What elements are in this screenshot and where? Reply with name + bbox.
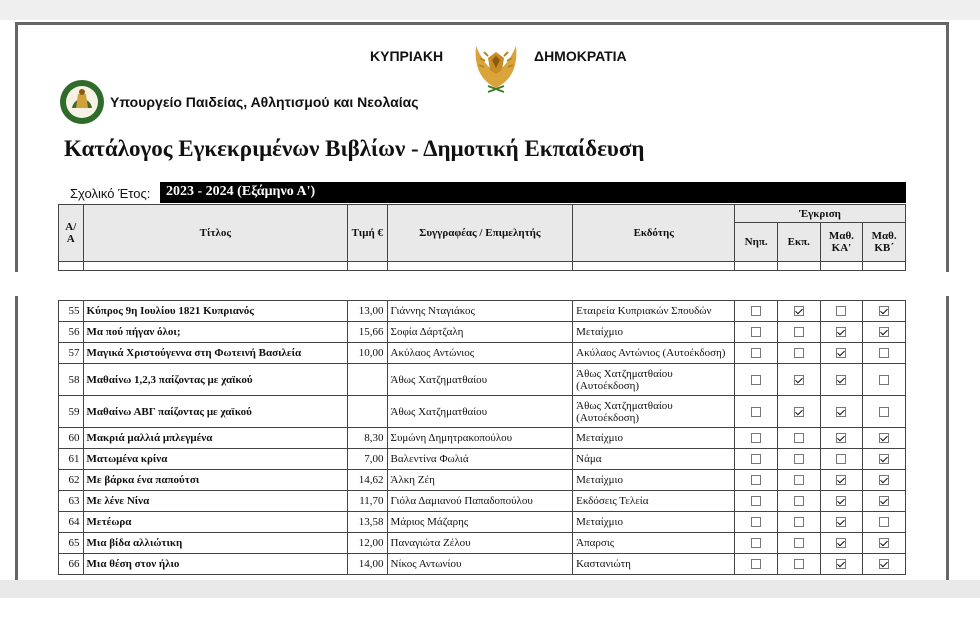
table-row bbox=[59, 533, 906, 554]
approval-checkbox-math-kb[interactable] bbox=[879, 538, 889, 548]
approval-checkbox-nip[interactable] bbox=[751, 475, 761, 485]
cell-math-kb bbox=[863, 364, 906, 396]
approval-checkbox-math-kb[interactable] bbox=[879, 375, 889, 385]
approval-checkbox-nip[interactable] bbox=[751, 538, 761, 548]
cell-math-kb bbox=[863, 343, 906, 364]
cell-price: 8,30 bbox=[348, 428, 387, 449]
bottom-strip bbox=[0, 580, 980, 598]
cell-aa: 60 bbox=[59, 428, 84, 449]
col-header-aa: Α/Α bbox=[59, 205, 84, 262]
table-row bbox=[59, 491, 906, 512]
approval-checkbox-ekp[interactable] bbox=[794, 306, 804, 316]
cell-nip bbox=[735, 428, 778, 449]
cell-math-kb bbox=[863, 491, 906, 512]
table-row bbox=[59, 396, 906, 428]
cell-author: Άθως Χατζηματθαίου bbox=[387, 396, 573, 428]
cell-nip bbox=[735, 396, 778, 428]
cell-title: Μετέωρα bbox=[83, 512, 348, 533]
cell-price: 15,66 bbox=[348, 322, 387, 343]
cell-publisher: Μεταίχμιο bbox=[573, 512, 735, 533]
cell-author: Νίκος Αντωνίου bbox=[387, 554, 573, 575]
cell-publisher: Μεταίχμιο bbox=[573, 322, 735, 343]
approval-checkbox-ekp[interactable] bbox=[794, 454, 804, 464]
table-row bbox=[59, 554, 906, 575]
school-year-value: 2023 - 2024 (Εξάμηνο Α') bbox=[166, 184, 316, 199]
approval-checkbox-math-ka[interactable] bbox=[836, 375, 846, 385]
cell-math-kb bbox=[863, 512, 906, 533]
cell-publisher: Καστανιώτη bbox=[573, 554, 735, 575]
cell-math-ka bbox=[820, 491, 863, 512]
col-header-nip: Νηπ. bbox=[735, 223, 778, 262]
cell-ekp bbox=[777, 322, 820, 343]
approval-checkbox-math-kb[interactable] bbox=[879, 433, 889, 443]
cell-price: 11,70 bbox=[348, 491, 387, 512]
school-year-label: Σχολικό Έτος: bbox=[70, 186, 151, 201]
cell-aa: 56 bbox=[59, 322, 84, 343]
ministry-name: Υπουργείο Παιδείας, Αθλητισμού και Νεολαίας bbox=[110, 94, 419, 110]
approval-checkbox-ekp[interactable] bbox=[794, 348, 804, 358]
cell-title: Μια βίδα αλλιώτικη bbox=[83, 533, 348, 554]
col-header-title: Τίτλος bbox=[83, 205, 348, 262]
cell-aa: 63 bbox=[59, 491, 84, 512]
cell-author: Συμώνη Δημητρακοπούλου bbox=[387, 428, 573, 449]
approval-checkbox-nip[interactable] bbox=[751, 517, 761, 527]
books-table bbox=[58, 300, 906, 575]
cell-math-ka bbox=[820, 301, 863, 322]
cell-ekp bbox=[777, 470, 820, 491]
cell-math-ka bbox=[820, 449, 863, 470]
table-row bbox=[59, 364, 906, 396]
cell-publisher: Άπαρσις bbox=[573, 533, 735, 554]
cell-math-ka bbox=[820, 554, 863, 575]
col-header-math-ka: Μαθ. ΚΑ' bbox=[820, 223, 863, 262]
cell-author: Ακύλαος Αντώνιος bbox=[387, 343, 573, 364]
cell-price: 13,00 bbox=[348, 301, 387, 322]
col-header-publisher: Εκδότης bbox=[573, 205, 735, 262]
cell-publisher: Μεταίχμιο bbox=[573, 428, 735, 449]
cell-price: 10,00 bbox=[348, 343, 387, 364]
approval-checkbox-nip[interactable] bbox=[751, 348, 761, 358]
cell-publisher: Μεταίχμιο bbox=[573, 470, 735, 491]
page-break-gap bbox=[0, 272, 980, 296]
cell-math-ka bbox=[820, 322, 863, 343]
approval-checkbox-math-kb[interactable] bbox=[879, 475, 889, 485]
cell-publisher: Άθως Χατζηματθαίου (Αυτοέκδοση) bbox=[573, 364, 735, 396]
cell-aa: 55 bbox=[59, 301, 84, 322]
cell-math-kb bbox=[863, 396, 906, 428]
approval-checkbox-nip[interactable] bbox=[751, 433, 761, 443]
approval-checkbox-ekp[interactable] bbox=[794, 559, 804, 569]
col-header-approval: Έγκριση bbox=[735, 205, 906, 223]
cell-nip bbox=[735, 554, 778, 575]
approval-checkbox-nip[interactable] bbox=[751, 454, 761, 464]
col-header-ekp: Εκπ. bbox=[777, 223, 820, 262]
cell-price: 14,62 bbox=[348, 470, 387, 491]
cell-aa: 62 bbox=[59, 470, 84, 491]
cell-author: Γιόλα Δαμιανού Παπαδοπούλου bbox=[387, 491, 573, 512]
approval-checkbox-nip[interactable] bbox=[751, 496, 761, 506]
cell-aa: 65 bbox=[59, 533, 84, 554]
col-header-price: Τιμή € bbox=[348, 205, 387, 262]
approval-checkbox-ekp[interactable] bbox=[794, 327, 804, 337]
cell-title: Μαγικά Χριστούγεννα στη Φωτεινή Βασιλεία bbox=[83, 343, 348, 364]
cell-ekp bbox=[777, 449, 820, 470]
cell-ekp bbox=[777, 343, 820, 364]
cell-math-kb bbox=[863, 470, 906, 491]
cell-ekp bbox=[777, 554, 820, 575]
cell-author: Μάριος Μάζαρης bbox=[387, 512, 573, 533]
cell-publisher: Άθως Χατζηματθαίου (Αυτοέκδοση) bbox=[573, 396, 735, 428]
cell-price: 14,00 bbox=[348, 554, 387, 575]
school-year-bar bbox=[160, 182, 906, 203]
cell-price: 12,00 bbox=[348, 533, 387, 554]
cell-aa: 58 bbox=[59, 364, 84, 396]
cell-price: 13,58 bbox=[348, 512, 387, 533]
cell-math-ka bbox=[820, 428, 863, 449]
country-label-left: ΚΥΠΡΙΑΚΗ bbox=[370, 48, 444, 64]
cell-publisher: Ακύλαος Αντώνιος (Αυτοέκδοση) bbox=[573, 343, 735, 364]
cell-ekp bbox=[777, 428, 820, 449]
approval-checkbox-ekp[interactable] bbox=[794, 517, 804, 527]
approval-checkbox-ekp[interactable] bbox=[794, 375, 804, 385]
approval-checkbox-nip[interactable] bbox=[751, 559, 761, 569]
approval-checkbox-math-ka[interactable] bbox=[836, 496, 846, 506]
approval-checkbox-math-kb[interactable] bbox=[879, 348, 889, 358]
cell-author: Άθως Χατζηματθαίου bbox=[387, 364, 573, 396]
cell-author: Σοφία Δάρτζαλη bbox=[387, 322, 573, 343]
table-row bbox=[59, 512, 906, 533]
approval-checkbox-nip[interactable] bbox=[751, 375, 761, 385]
cell-math-kb bbox=[863, 301, 906, 322]
cell-ekp bbox=[777, 491, 820, 512]
cell-math-ka bbox=[820, 512, 863, 533]
cell-publisher: Νάμα bbox=[573, 449, 735, 470]
cell-nip bbox=[735, 301, 778, 322]
cell-author: Άλκη Ζέη bbox=[387, 470, 573, 491]
cell-nip bbox=[735, 449, 778, 470]
cell-nip bbox=[735, 491, 778, 512]
approval-checkbox-math-kb[interactable] bbox=[879, 306, 889, 316]
table-row bbox=[59, 470, 906, 491]
cell-author: Παναγιώτα Ζέλου bbox=[387, 533, 573, 554]
ministry-logo-icon bbox=[58, 78, 106, 126]
approval-checkbox-nip[interactable] bbox=[751, 306, 761, 316]
col-header-author: Συγγραφέας / Επιμελητής bbox=[387, 205, 573, 262]
cell-math-ka bbox=[820, 343, 863, 364]
cell-nip bbox=[735, 322, 778, 343]
cell-title: Μακριά μαλλιά μπλεγμένα bbox=[83, 428, 348, 449]
cell-nip bbox=[735, 533, 778, 554]
cell-math-ka bbox=[820, 396, 863, 428]
approval-checkbox-math-ka[interactable] bbox=[836, 433, 846, 443]
cell-aa: 61 bbox=[59, 449, 84, 470]
top-strip bbox=[0, 0, 980, 20]
cell-ekp bbox=[777, 364, 820, 396]
approval-checkbox-ekp[interactable] bbox=[794, 433, 804, 443]
cell-publisher: Εταιρεία Κυπριακών Σπουδών bbox=[573, 301, 735, 322]
cell-ekp bbox=[777, 512, 820, 533]
cell-math-ka bbox=[820, 470, 863, 491]
approval-checkbox-ekp[interactable] bbox=[794, 496, 804, 506]
approval-checkbox-math-ka[interactable] bbox=[836, 454, 846, 464]
table-header bbox=[58, 204, 906, 271]
approval-checkbox-ekp[interactable] bbox=[794, 475, 804, 485]
approval-checkbox-math-ka[interactable] bbox=[836, 475, 846, 485]
cell-publisher: Εκδόσεις Τελεία bbox=[573, 491, 735, 512]
cyprus-emblem-icon bbox=[470, 36, 522, 94]
approval-checkbox-math-kb[interactable] bbox=[879, 559, 889, 569]
table-row bbox=[59, 428, 906, 449]
cell-math-ka bbox=[820, 364, 863, 396]
cell-title: Με λένε Νίνα bbox=[83, 491, 348, 512]
country-label-right: ΔΗΜΟΚΡΑΤΙΑ bbox=[534, 48, 627, 64]
approval-checkbox-math-kb[interactable] bbox=[879, 327, 889, 337]
cell-price: 7,00 bbox=[348, 449, 387, 470]
cell-nip bbox=[735, 343, 778, 364]
cell-nip bbox=[735, 512, 778, 533]
approval-checkbox-math-kb[interactable] bbox=[879, 407, 889, 417]
cell-aa: 64 bbox=[59, 512, 84, 533]
cell-aa: 59 bbox=[59, 396, 84, 428]
approval-checkbox-math-kb[interactable] bbox=[879, 496, 889, 506]
cell-author: Βαλεντίνα Φωλιά bbox=[387, 449, 573, 470]
cell-title: Μα πού πήγαν όλοι; bbox=[83, 322, 348, 343]
approval-checkbox-math-ka[interactable] bbox=[836, 538, 846, 548]
approval-checkbox-math-ka[interactable] bbox=[836, 559, 846, 569]
approval-checkbox-math-kb[interactable] bbox=[879, 517, 889, 527]
cell-price bbox=[348, 364, 387, 396]
cell-title: Μαθαίνω ΑΒΓ παίζοντας με χαϊκού bbox=[83, 396, 348, 428]
cell-title: Με βάρκα ένα παπούτσι bbox=[83, 470, 348, 491]
approval-checkbox-math-ka[interactable] bbox=[836, 348, 846, 358]
approval-checkbox-math-ka[interactable] bbox=[836, 517, 846, 527]
cell-aa: 66 bbox=[59, 554, 84, 575]
document-title: Κατάλογος Εγκεκριμένων Βιβλίων - Δημοτική Εκπαίδευση bbox=[64, 136, 645, 161]
cell-title: Ματωμένα κρίνα bbox=[83, 449, 348, 470]
approval-checkbox-nip[interactable] bbox=[751, 407, 761, 417]
approval-checkbox-ekp[interactable] bbox=[794, 538, 804, 548]
approval-checkbox-math-ka[interactable] bbox=[836, 407, 846, 417]
cell-author: Γιάννης Νταγιάκος bbox=[387, 301, 573, 322]
cell-ekp bbox=[777, 533, 820, 554]
cell-math-kb bbox=[863, 533, 906, 554]
approval-checkbox-math-ka[interactable] bbox=[836, 306, 846, 316]
table-row bbox=[59, 301, 906, 322]
cell-math-kb bbox=[863, 449, 906, 470]
cell-nip bbox=[735, 470, 778, 491]
cell-ekp bbox=[777, 301, 820, 322]
cell-title: Μια θέση στον ήλιο bbox=[83, 554, 348, 575]
cell-math-kb bbox=[863, 428, 906, 449]
cell-title: Μαθαίνω 1,2,3 παίζοντας με χαϊκού bbox=[83, 364, 348, 396]
cell-math-kb bbox=[863, 322, 906, 343]
cell-nip bbox=[735, 364, 778, 396]
cell-aa: 57 bbox=[59, 343, 84, 364]
approval-checkbox-ekp[interactable] bbox=[794, 407, 804, 417]
table-row bbox=[59, 449, 906, 470]
cell-title: Κύπρος 9η Ιουλίου 1821 Κυπριανός bbox=[83, 301, 348, 322]
table-row bbox=[59, 322, 906, 343]
approval-checkbox-math-ka[interactable] bbox=[836, 327, 846, 337]
cell-ekp bbox=[777, 396, 820, 428]
col-header-math-kb: Μαθ. ΚΒ΄ bbox=[863, 223, 906, 262]
cell-math-ka bbox=[820, 533, 863, 554]
approval-checkbox-nip[interactable] bbox=[751, 327, 761, 337]
table-row bbox=[59, 343, 906, 364]
cell-math-kb bbox=[863, 554, 906, 575]
cell-price bbox=[348, 396, 387, 428]
approval-checkbox-math-kb[interactable] bbox=[879, 454, 889, 464]
